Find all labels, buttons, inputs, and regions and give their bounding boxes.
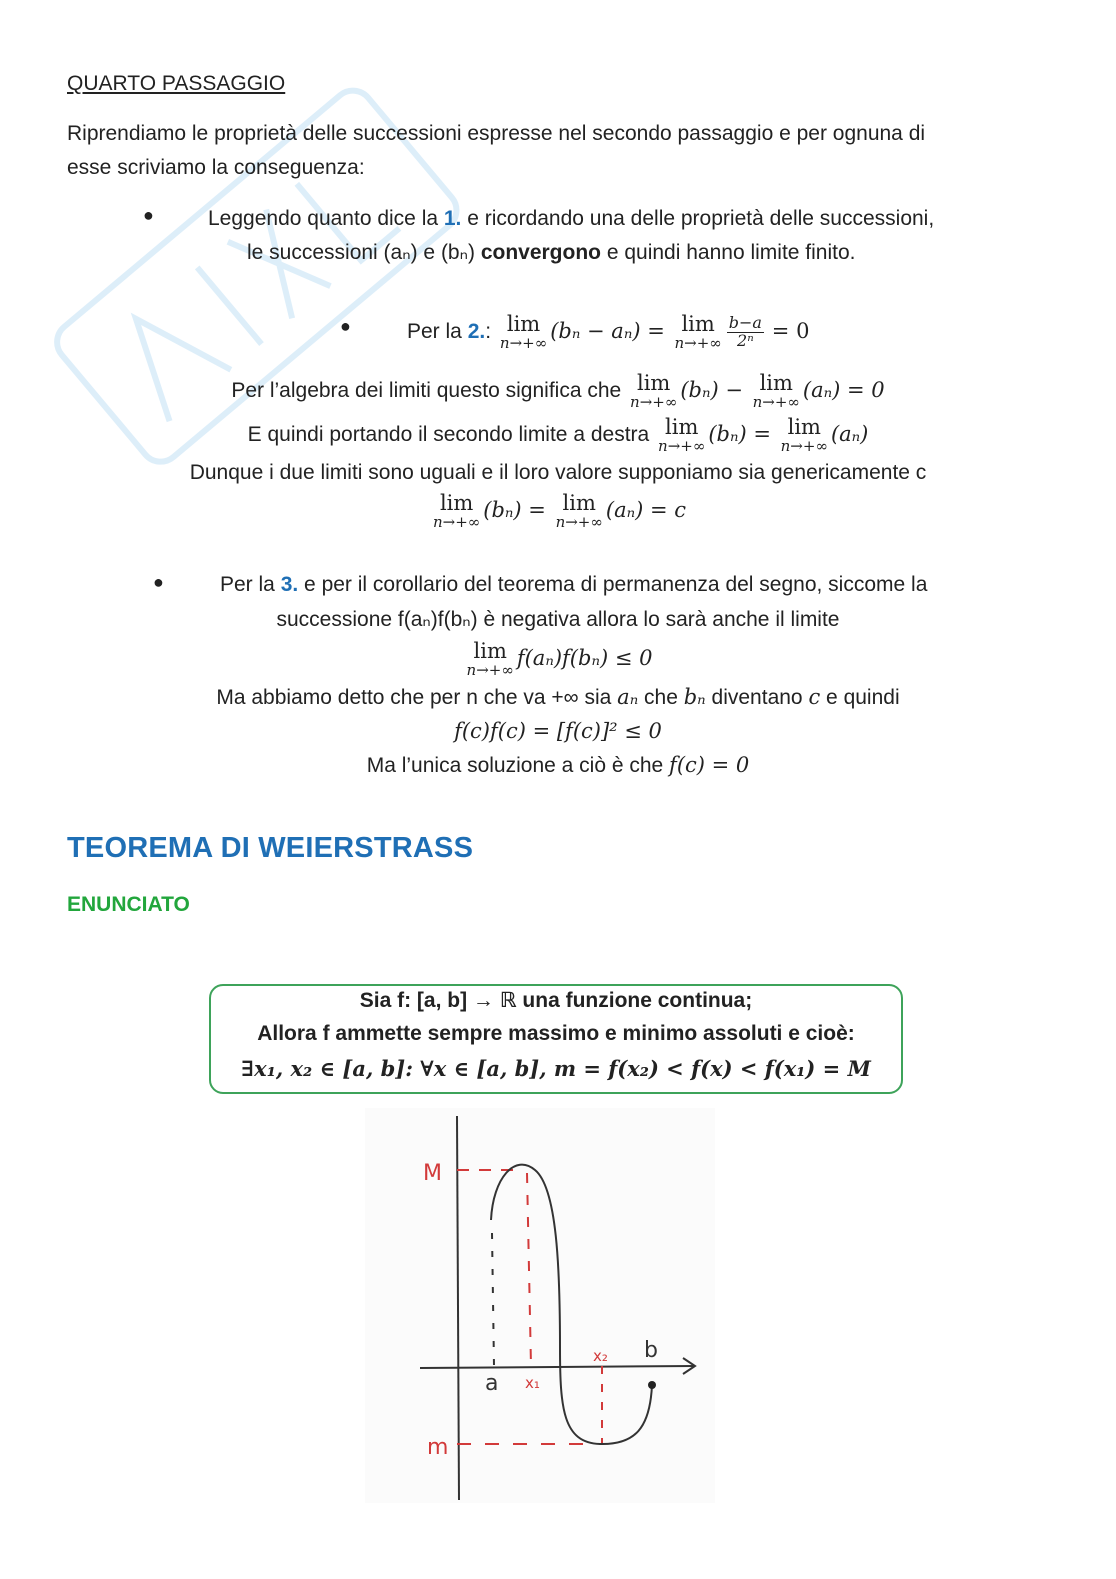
bullet-3-ref: 3. bbox=[280, 573, 299, 596]
final-b: (bₙ) = bbox=[483, 498, 553, 522]
intro-line-2: esse scriviamo la conseguenza: bbox=[67, 156, 365, 179]
limit-operator: lim n→+∞ bbox=[555, 490, 603, 531]
unica-text: Ma l’unica soluzione a ciò è che bbox=[366, 754, 670, 777]
unica-line bbox=[0, 748, 1116, 783]
ma-an: aₙ bbox=[617, 685, 639, 709]
theorem-line-2: Allora f ammette sempre massimo e minimo assoluti e cioè: bbox=[257, 1022, 855, 1045]
final-limit-line bbox=[0, 488, 1116, 533]
endpoint-b-dot bbox=[648, 1381, 656, 1389]
dunque-line: Dunque i due limiti sono uguali e il loro valore supponiamo sia genericamente c bbox=[189, 461, 927, 484]
algebra-expr-b: (bₙ) − bbox=[680, 378, 750, 402]
bullet-1-line2-bold: convergono bbox=[480, 241, 601, 264]
ma-bn: bₙ bbox=[683, 685, 706, 709]
ma-quindi: e quindi bbox=[820, 686, 900, 709]
theorem-subtitle: ENUNCIATO bbox=[67, 893, 190, 916]
bullet-3-post: e per il corollario del teorema di permanenza del segno, siccome la bbox=[298, 573, 928, 596]
label-M: M bbox=[423, 1161, 442, 1186]
limit-operator: lim n→+∞ bbox=[499, 311, 548, 352]
bullet-2-expr: (bₙ − aₙ) = bbox=[550, 319, 672, 343]
ma-c: c bbox=[808, 685, 821, 709]
bullet-1-ref: 1. bbox=[443, 207, 462, 230]
bullet-3-marker: ● bbox=[153, 572, 164, 592]
limit-operator: lim n→+∞ bbox=[674, 311, 722, 352]
fc-line: f(c)f(c) = [f(c)]² ≤ 0 bbox=[454, 719, 662, 743]
sketch-background bbox=[365, 1108, 715, 1503]
limit-operator: lim n→+∞ bbox=[432, 490, 481, 531]
ma-line bbox=[0, 680, 1116, 715]
limit-operator: lim n→+∞ bbox=[752, 370, 800, 411]
final-a: (aₙ) = c bbox=[605, 498, 686, 522]
bullet-1-line-2 bbox=[247, 236, 856, 270]
bullet-3-line-2: successione f(aₙ)f(bₙ) è negativa allora lo sarà anche il limite bbox=[276, 608, 840, 631]
theorem-statement-box bbox=[209, 984, 903, 1094]
algebra-line bbox=[0, 368, 1116, 413]
label-x2: x₂ bbox=[593, 1347, 608, 1365]
bullet-2-ref: 2. bbox=[467, 320, 486, 343]
limit-operator: lim n→+∞ bbox=[466, 638, 514, 679]
theorem-line-3: ∃x₁, x₂ ∈ [a, b]: ∀x ∈ [a, b], m = f(x₂) < f(x) < f(x₁) = M bbox=[241, 1056, 871, 1081]
bullet-1-pre: Leggendo quanto dice la bbox=[208, 207, 444, 230]
ma-che: che bbox=[638, 686, 684, 709]
quindi-text: E quindi portando il secondo limite a destra bbox=[247, 423, 656, 446]
limit-operator: lim n→+∞ bbox=[780, 414, 828, 455]
weierstrass-sketch bbox=[365, 1108, 715, 1503]
theorem-line-1: Sia f: [a, b] → ℝ una funzione continua; bbox=[359, 989, 753, 1012]
algebra-expr-a: (aₙ) = 0 bbox=[802, 378, 885, 402]
bullet-2-marker: ● bbox=[340, 316, 351, 336]
quindi-a: (aₙ) bbox=[830, 422, 869, 446]
bullet-3-pre: Per la bbox=[220, 573, 281, 596]
limit-operator: lim n→+∞ bbox=[630, 370, 678, 411]
label-m: m bbox=[427, 1435, 449, 1460]
ma-diventano: diventano bbox=[705, 686, 809, 709]
quindi-b: (bₙ) = bbox=[708, 422, 778, 446]
quindi-line bbox=[0, 412, 1116, 457]
bullet-1-marker: ● bbox=[143, 205, 154, 225]
bullet-2-colon: : bbox=[485, 320, 492, 343]
bullet-3-line-1 bbox=[220, 568, 927, 602]
bullet-2-pre: Per la bbox=[407, 320, 468, 343]
limit-operator: lim n→+∞ bbox=[658, 414, 706, 455]
bullet-1-line2-pre: le successioni (aₙ) e (bₙ) bbox=[247, 241, 481, 264]
bullet-3-limit bbox=[0, 636, 1116, 681]
fraction: $\frac{b-a}{\text{2ⁿ}}$ bbox=[728, 313, 762, 350]
intro-line-1: Riprendiamo le proprietà delle successioni espresse nel secondo passaggio e per ognuna di bbox=[67, 122, 926, 145]
theorem-title: TEOREMA DI WEIERSTRASS bbox=[67, 832, 474, 864]
bullet-2-eq-zero: = 0 bbox=[771, 319, 810, 343]
bullet-1-post: e ricordando una delle proprietà delle successioni, bbox=[461, 207, 935, 230]
bullet-2-line-1 bbox=[407, 303, 809, 360]
bullet-3-lim-expr: f(aₙ)f(bₙ) ≤ 0 bbox=[516, 646, 653, 670]
ma-text: Ma abbiamo detto che per n che va +∞ sia bbox=[216, 686, 618, 709]
section-heading: QUARTO PASSAGGIO bbox=[67, 72, 286, 95]
bullet-1-line2-post: e quindi hanno limite finito. bbox=[601, 241, 856, 264]
algebra-text: Per l’algebra dei limiti questo significa che bbox=[231, 379, 628, 402]
bullet-1-line-1 bbox=[208, 202, 934, 236]
label-x1: x₁ bbox=[525, 1374, 540, 1392]
label-a: a bbox=[485, 1371, 499, 1396]
label-b: b bbox=[644, 1338, 658, 1363]
unica-expr: f(c) = 0 bbox=[669, 753, 750, 777]
